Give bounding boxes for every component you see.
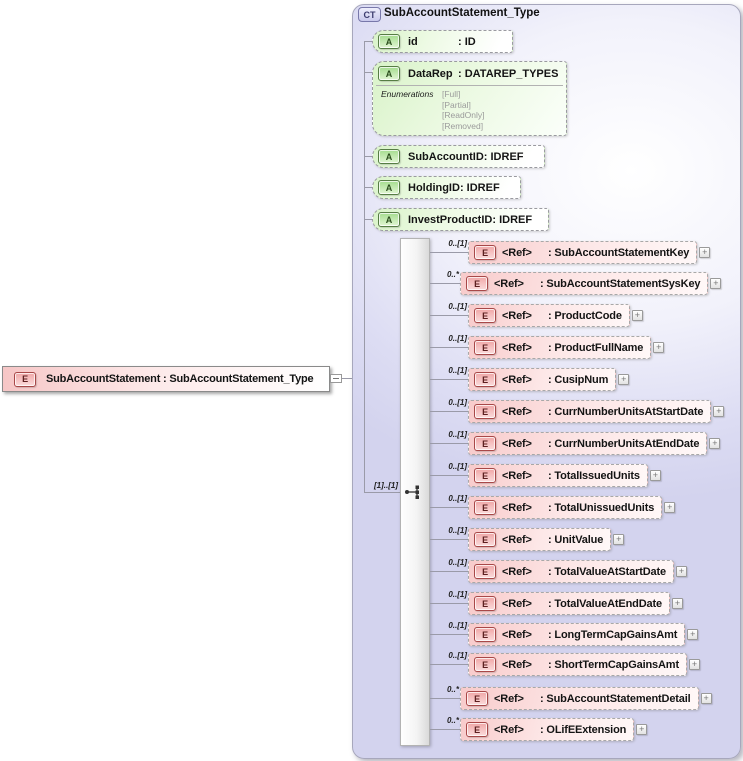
cardinality-label: 0..[1] (448, 366, 467, 375)
element-badge: E (474, 468, 496, 483)
element-badge: E (466, 276, 488, 291)
expand-icon[interactable]: + (676, 566, 687, 577)
element-row (430, 400, 724, 423)
expand-icon[interactable]: + (664, 502, 675, 513)
cardinality-label: 0..* (446, 685, 459, 694)
connector-line (430, 252, 468, 253)
element-badge: E (474, 564, 496, 579)
cardinality-label: 0..[1] (448, 302, 467, 311)
attribute-badge: A (378, 66, 400, 81)
connector-line (364, 72, 372, 73)
connector-line (430, 539, 468, 540)
element-box[interactable]: E <Ref> : UnitValue (468, 528, 611, 551)
attribute-box-holdingid[interactable]: A HoldingID : IDREF (372, 176, 521, 199)
attribute-badge: A (378, 34, 400, 49)
complex-type-title: SubAccountStatement_Type (384, 7, 540, 19)
element-box[interactable]: E <Ref> : SubAccountStatementDetail (460, 687, 699, 710)
element-box[interactable]: E <Ref> : TotalValueAtStartDate (468, 560, 674, 583)
connector-line (364, 41, 365, 492)
element-badge: E (474, 372, 496, 387)
element-box[interactable]: E <Ref> : ProductCode (468, 304, 630, 327)
sequence-icon (404, 484, 424, 500)
element-row (430, 241, 710, 264)
connector-line (430, 729, 460, 730)
expand-icon[interactable]: + (687, 629, 698, 640)
connector-line (430, 634, 468, 635)
element-box[interactable]: E <Ref> : LongTermCapGainsAmt (468, 623, 685, 646)
expand-icon[interactable]: + (632, 310, 643, 321)
expand-icon[interactable]: + (701, 693, 712, 704)
cardinality-label: 0..[1] (448, 558, 467, 567)
attribute-box-investproductid[interactable]: A InvestProductID : IDREF (372, 208, 549, 231)
enumerations-label: Enumerations (381, 89, 434, 99)
element-row (430, 336, 664, 359)
element-badge: E (14, 372, 36, 387)
cardinality-label: 0..* (446, 716, 459, 725)
collapse-toggle-icon[interactable] (330, 374, 342, 383)
connector-line (342, 378, 352, 379)
element-badge: E (474, 500, 496, 515)
attribute-box-id[interactable]: A id : ID (372, 30, 513, 53)
root-element-label: SubAccountStatement : SubAccountStatement_Type (46, 373, 314, 385)
connector-line (430, 411, 468, 412)
expand-icon[interactable]: + (710, 278, 721, 289)
element-row (430, 304, 643, 327)
element-box[interactable]: E <Ref> : TotalIssuedUnits (468, 464, 648, 487)
attribute-badge: A (378, 149, 400, 164)
element-box[interactable]: E <Ref> : CurrNumberUnitsAtStartDate (468, 400, 711, 423)
cardinality-label: 0..[1] (448, 494, 467, 503)
element-badge: E (474, 245, 496, 260)
element-row (430, 623, 698, 646)
cardinality-label: 0..[1] (448, 590, 467, 599)
cardinality-label: 0..[1] (448, 398, 467, 407)
cardinality-label: 0..[1] (448, 462, 467, 471)
element-badge: E (474, 657, 496, 672)
element-row (430, 496, 675, 519)
element-box[interactable]: E <Ref> : SubAccountStatementKey (468, 241, 697, 264)
expand-icon[interactable]: + (689, 659, 700, 670)
element-row (430, 528, 624, 551)
expand-icon[interactable]: + (618, 374, 629, 385)
attribute-box-datarep[interactable]: A DataRep : DATAREP_TYPES Enumerations [Full] [Partial] [ReadOnly] [Removed] (372, 61, 567, 136)
element-badge: E (474, 308, 496, 323)
root-element-box[interactable] (2, 366, 330, 392)
attribute-badge: A (378, 180, 400, 195)
sequence-cardinality: [1]..[1] (374, 481, 398, 490)
element-badge: E (474, 436, 496, 451)
element-row (430, 592, 683, 615)
connector-line (430, 475, 468, 476)
connector-line (430, 283, 460, 284)
element-row (430, 718, 647, 741)
element-badge: E (466, 722, 488, 737)
element-box[interactable]: E <Ref> : ProductFullName (468, 336, 651, 359)
element-row (430, 653, 700, 676)
cardinality-label: 0..[1] (448, 651, 467, 660)
connector-line (430, 571, 468, 572)
element-row (430, 368, 629, 391)
complex-type-badge: CT (358, 7, 381, 22)
element-row (430, 432, 720, 455)
cardinality-label: 0..[1] (448, 239, 467, 248)
attribute-badge: A (378, 212, 400, 227)
expand-icon[interactable]: + (699, 247, 710, 258)
element-row (430, 687, 712, 710)
element-badge: E (474, 627, 496, 642)
connector-line (430, 443, 468, 444)
attribute-box-subaccountid[interactable]: A SubAccountID : IDREF (372, 145, 545, 168)
element-row (430, 272, 721, 295)
cardinality-label: 0..[1] (448, 334, 467, 343)
expand-icon[interactable]: + (709, 438, 720, 449)
element-badge: E (474, 404, 496, 419)
connector-line (430, 698, 460, 699)
expand-icon[interactable]: + (672, 598, 683, 609)
element-box[interactable]: E <Ref> : TotalValueAtEndDate (468, 592, 670, 615)
element-box[interactable]: E <Ref> : CusipNum (468, 368, 616, 391)
connector-line (364, 156, 372, 157)
expand-icon[interactable]: + (650, 470, 661, 481)
element-badge: E (474, 596, 496, 611)
element-badge: E (474, 532, 496, 547)
element-box[interactable]: E <Ref> : SubAccountStatementSysKey (460, 272, 708, 295)
expand-icon[interactable]: + (713, 406, 724, 417)
connector-line (430, 603, 468, 604)
element-box[interactable]: E <Ref> : CurrNumberUnitsAtEndDate (468, 432, 707, 455)
element-row (430, 560, 687, 583)
element-row (430, 464, 661, 487)
cardinality-label: 0..[1] (448, 526, 467, 535)
element-badge: E (466, 691, 488, 706)
cardinality-label: 0..* (446, 270, 459, 279)
connector-line (430, 315, 468, 316)
enumeration-values: [Full] [Partial] [ReadOnly] [Removed] (442, 89, 485, 131)
connector-line (430, 664, 468, 665)
element-box[interactable]: E <Ref> : TotalUnissuedUnits (468, 496, 662, 519)
element-box[interactable]: E <Ref> : ShortTermCapGainsAmt (468, 653, 687, 676)
connector-line (364, 219, 372, 220)
connector-line (430, 379, 468, 380)
connector-line (364, 41, 372, 42)
cardinality-label: 0..[1] (448, 621, 467, 630)
connector-line (364, 187, 372, 188)
expand-icon[interactable]: + (636, 724, 647, 735)
expand-icon[interactable]: + (653, 342, 664, 353)
connector-line (430, 507, 468, 508)
element-box[interactable]: E <Ref> : OLifEExtension (460, 718, 634, 741)
connector-line (430, 347, 468, 348)
element-badge: E (474, 340, 496, 355)
cardinality-label: 0..[1] (448, 430, 467, 439)
expand-icon[interactable]: + (613, 534, 624, 545)
